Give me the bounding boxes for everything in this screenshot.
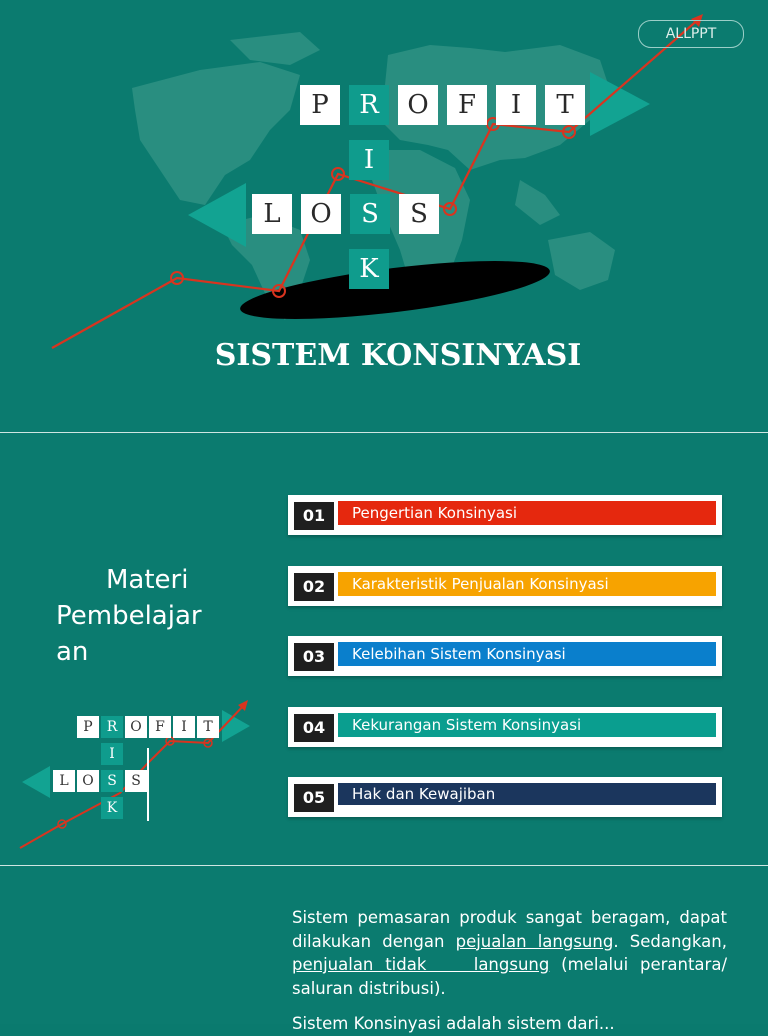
mini-tile-l: L: [53, 770, 75, 792]
letter-tile-r: R: [349, 85, 389, 125]
mini-tile-i: I: [173, 716, 195, 738]
agenda-label: Karakteristik Penjualan Konsinyasi: [338, 572, 716, 596]
letter-tile-f: F: [447, 85, 487, 125]
mini-tile-o: O: [125, 716, 147, 738]
agenda-label: Kekurangan Sistem Konsinyasi: [338, 713, 716, 737]
mini-tile-p: P: [77, 716, 99, 738]
letter-tile-s-risk: S: [350, 194, 390, 234]
agenda-item-3: [288, 636, 722, 676]
agenda-heading-line-3: an: [56, 637, 89, 667]
letter-tile-k: K: [349, 249, 389, 289]
agenda-slide: [0, 433, 768, 865]
paragraph-text: . Sedangkan,: [613, 931, 727, 951]
agenda-number: 04: [294, 714, 334, 742]
letter-tile-p: P: [300, 85, 340, 125]
allppt-logo: ALLPPT: [638, 20, 744, 48]
letter-tile-s-loss: S: [399, 194, 439, 234]
letter-tile-l: L: [252, 194, 292, 234]
agenda-item-1: [288, 495, 722, 535]
paragraph-text: (melalui perantara/ saluran distribusi).: [292, 955, 727, 998]
agenda-heading-line-2: Pembelajar: [56, 601, 202, 631]
mini-tile-s-loss: S: [125, 770, 147, 792]
agenda-item-5: [288, 777, 722, 817]
mini-tile-r: R: [101, 716, 123, 738]
mini-tile-o-loss: O: [77, 770, 99, 792]
right-arrow-shape: [590, 72, 650, 136]
slide-title: SISTEM KONSINYASI: [214, 338, 582, 373]
agenda-heading-line-1: Materi: [106, 565, 189, 595]
agenda-label: Pengertian Konsinyasi: [338, 501, 716, 525]
second-paragraph: Sistem Konsinyasi adalah sistem dari...: [292, 1014, 615, 1033]
agenda-number: 05: [294, 784, 334, 812]
agenda-label: Kelebihan Sistem Konsinyasi: [338, 642, 716, 666]
letter-tile-o: O: [398, 85, 438, 125]
mini-tile-s-risk: S: [101, 770, 123, 792]
intro-paragraph: [292, 906, 727, 1036]
agenda-item-2: [288, 566, 722, 606]
agenda-label: Hak dan Kewajiban: [338, 783, 716, 805]
agenda-number: 01: [294, 502, 334, 530]
letter-tile-t: T: [545, 85, 585, 125]
underlined-term-direct-sales: pejualan langsung: [455, 931, 614, 951]
letter-tile-i-risk: I: [349, 140, 389, 180]
agenda-item-4: [288, 707, 722, 747]
mini-tile-k: K: [101, 797, 123, 819]
mini-tile-t: T: [197, 716, 219, 738]
agenda-number: 03: [294, 643, 334, 671]
title-slide: [0, 0, 768, 432]
mini-tile-i-risk: I: [101, 743, 123, 765]
mini-tile-f: F: [149, 716, 171, 738]
letter-tile-i: I: [496, 85, 536, 125]
letter-tile-o-loss: O: [301, 194, 341, 234]
agenda-number: 02: [294, 573, 334, 601]
underlined-term-indirect-sales: penjualan tidak langsung: [292, 955, 550, 974]
paragraph-text: Sistem pemasaran produk sangat beragam, dapat dilakukan dengan: [292, 908, 727, 951]
agenda-heading: [56, 562, 226, 670]
